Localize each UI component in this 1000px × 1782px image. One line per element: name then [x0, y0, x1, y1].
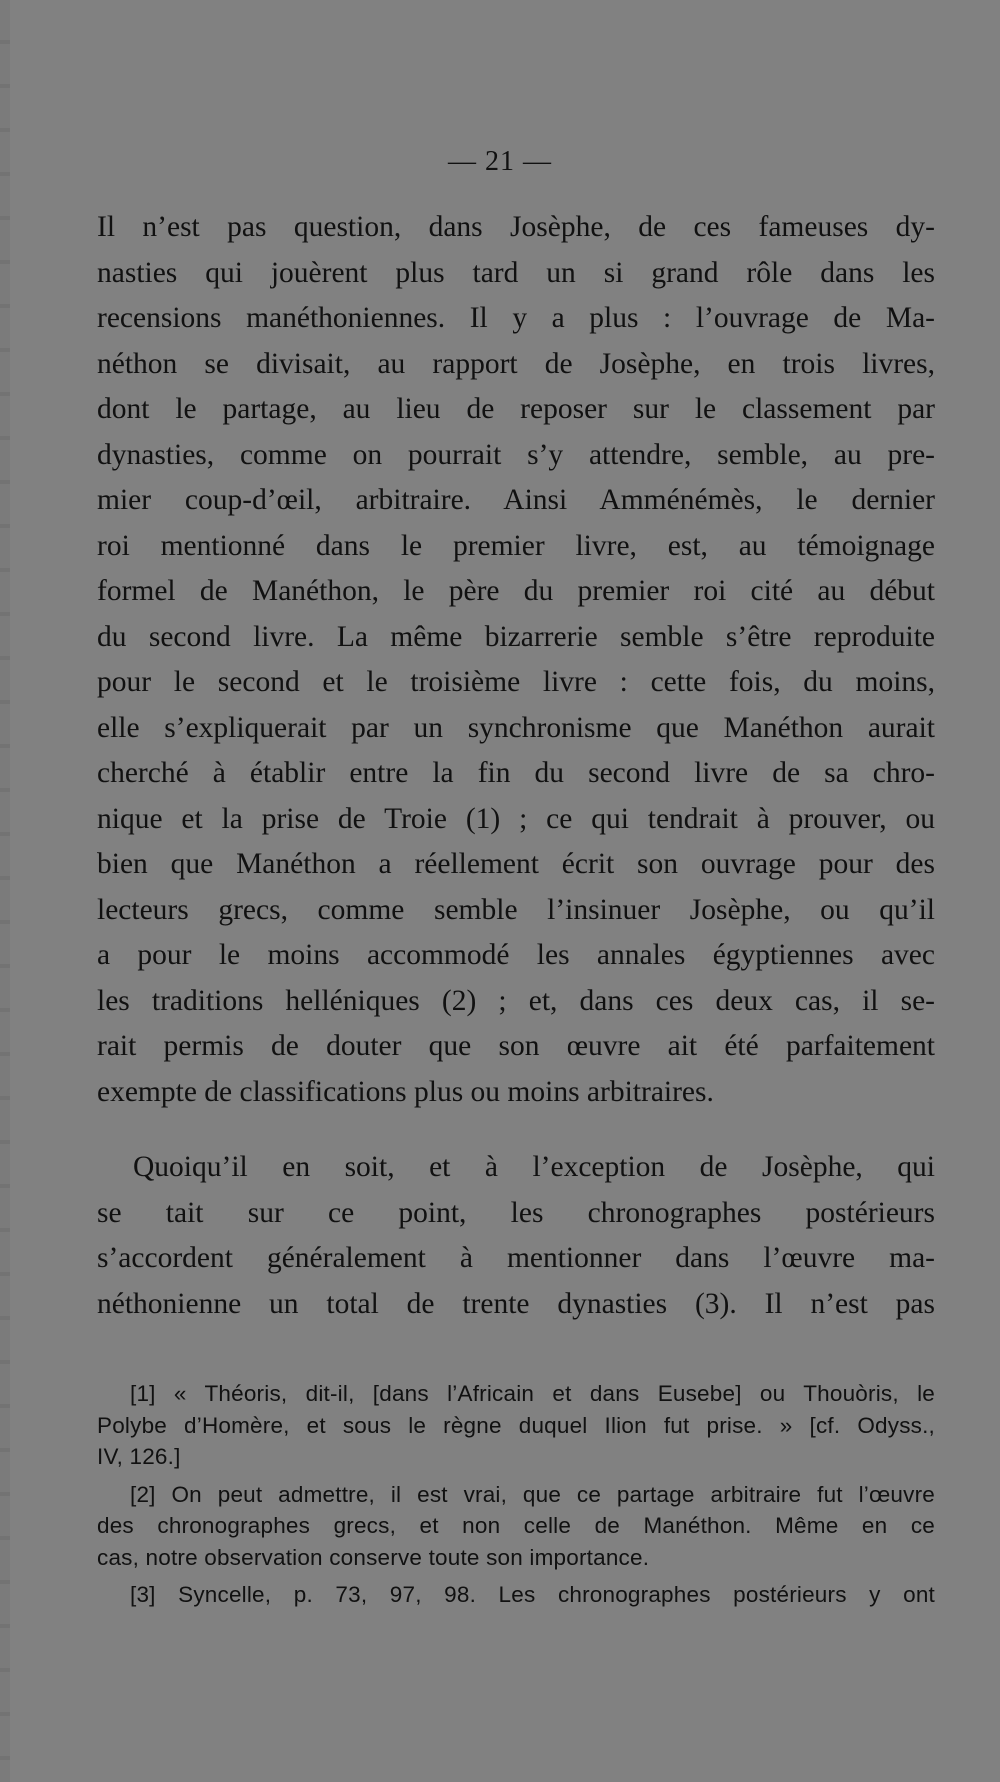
footnote-line: [3] Syncelle, p. 73, 97, 98. Les chronographes postérieurs y ont [130, 1582, 935, 1607]
footnotes [97, 1378, 935, 1617]
text-line: néthonienne un total de trente dynasties (3). Il n’est pas [97, 1287, 935, 1320]
text-line: elle s’expliquerait par un synchronisme que Manéthon aurait [97, 711, 935, 744]
text-line: néthon se divisait, au rapport de Josèphe, en trois livres, [97, 347, 935, 380]
text-line: a pour le moins accommodé les annales égyptiennes avec [97, 939, 935, 971]
text-line: recensions manéthoniennes. Il y a plus : l’ouvrage de Ma- [97, 302, 935, 334]
text-line: mier coup-d’œil, arbitraire. Ainsi Amménémès, le dernier [97, 484, 935, 516]
footnote-line: [2] On peut admettre, il est vrai, que ce partage arbitraire fut l’œuvre [130, 1481, 935, 1507]
footnote-3 [97, 1579, 935, 1611]
footnote-line: Polybe d’Homère, et sous le règne duquel Ilion fut prise. » [cf. Odyss., [97, 1412, 935, 1438]
text-line: Il n’est pas question, dans Josèphe, de ces fameuses dy- [97, 211, 935, 243]
text-line: cherché à établir entre la fin du second livre de sa chro- [97, 757, 935, 789]
text-line: du second livre. La même bizarrerie semble s’être reproduite [97, 620, 935, 653]
footnote-line: cas, notre observation conserve toute son importance. [97, 1544, 650, 1570]
text-line: bien que Manéthon a réellement écrit son ouvrage pour des [97, 848, 935, 880]
page-number: — 21 — [448, 146, 552, 177]
text-line: Quoiqu’il en soit, et à l’exception de Josèphe, qui [133, 1151, 935, 1183]
footnote-2 [97, 1479, 935, 1574]
footnote-line: des chronographes grecs, et non celle de Manéthon. Même en ce [97, 1513, 935, 1538]
main-paragraph [97, 205, 935, 1115]
text-line: lecteurs grecs, comme semble l’insinuer Josèphe, ou qu’il [97, 893, 935, 926]
text-line: exempte de classifications plus ou moins arbitraires. [97, 1075, 714, 1108]
text-line: formel de Manéthon, le père du premier roi cité au début [97, 575, 935, 607]
text-line: dont le partage, au lieu de reposer sur le classement par [97, 393, 935, 425]
text-line: rait permis de douter que son œuvre ait été parfaitement [97, 1030, 935, 1062]
footnote-1 [97, 1378, 935, 1473]
second-paragraph [97, 1145, 935, 1327]
footnote-line: IV, 126.] [97, 1444, 181, 1469]
text-line: nasties qui jouèrent plus tard un si grand rôle dans les [97, 256, 935, 289]
text-line: roi mentionné dans le premier livre, est, au témoignage [97, 529, 935, 562]
text-line: pour le second et le troisième livre : cette fois, du moins, [97, 666, 935, 698]
text-line: les traditions helléniques (2) ; et, dans ces deux cas, il se- [97, 984, 935, 1017]
text-line: se tait sur ce point, les chronographes postérieurs [97, 1196, 935, 1229]
text-line: s’accordent généralement à mentionner dans l’œuvre ma- [97, 1242, 935, 1274]
page-left-edge [0, 0, 10, 1782]
text-line: nique et la prise de Troie (1) ; ce qui tendrait à prouver, ou [97, 802, 935, 835]
text-line: dynasties, comme on pourrait s’y attendre, semble, au pre- [97, 438, 935, 471]
footnote-line: [1] « Théoris, dit-il, [dans l’Africain et dans Eusebe] ou Thouòris, le [130, 1381, 935, 1406]
